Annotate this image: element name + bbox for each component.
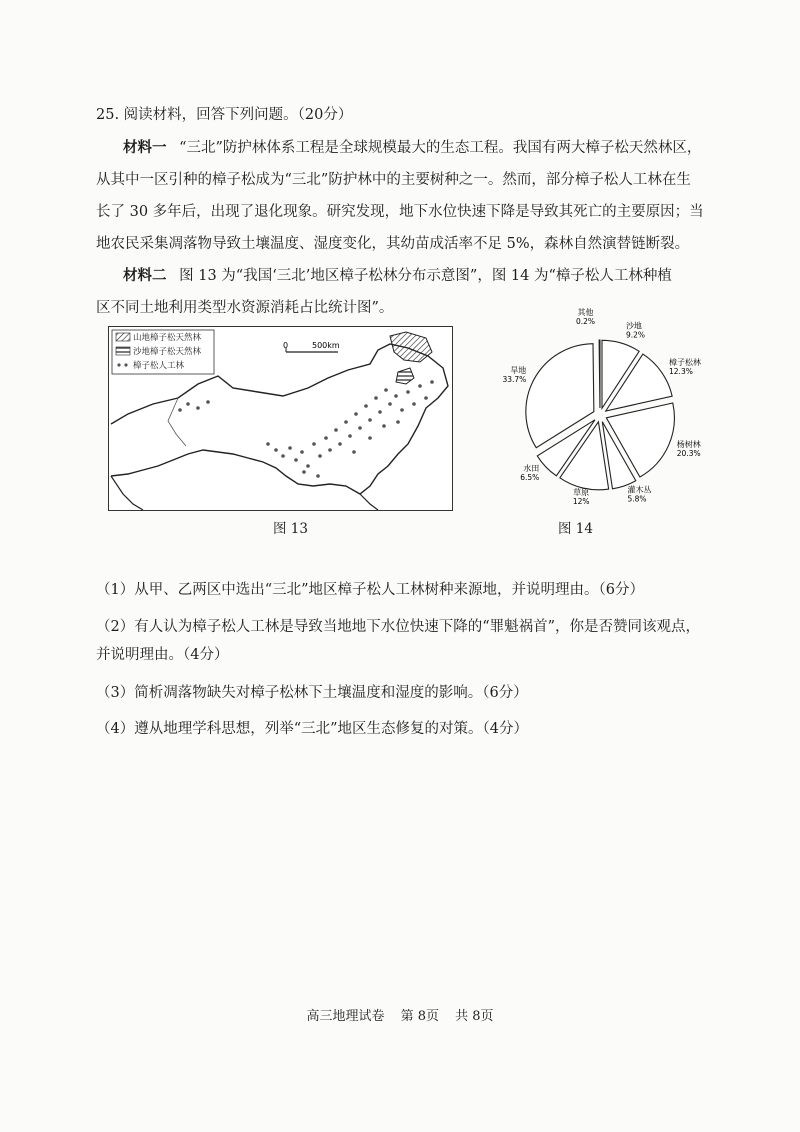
pie-label-5: 水田 bbox=[523, 464, 540, 474]
footer-exam-name: 高三地理试卷 bbox=[306, 1009, 385, 1024]
question-2-line2: 并说明理由。（4分） bbox=[96, 647, 229, 663]
figure14-caption: 图 14 bbox=[558, 521, 593, 537]
material2-label: 材料二 bbox=[123, 268, 167, 284]
legend-swatch-mountain bbox=[116, 333, 130, 341]
legend-swatch-sandy bbox=[116, 347, 130, 355]
question-1: （1）从甲、乙两区中选出“三北”地区樟子松人工林树种来源地，并说明理由。（6分） bbox=[96, 582, 645, 598]
pie-value-0: 9.2% bbox=[625, 330, 646, 340]
pie-chart-svg bbox=[502, 308, 702, 506]
footer-page-number: 第 8页 bbox=[400, 1009, 439, 1024]
material1-label: 材料一 bbox=[123, 140, 167, 156]
pie-label-2: 杨树林 bbox=[676, 440, 701, 450]
material1-line3: 长了 30 多年后，出现了退化现象。研究发现，地下水位快速下降是导致其死亡的主要原因；当 bbox=[96, 204, 704, 220]
legend-label-plantation: 樟子松人工林 bbox=[133, 361, 185, 371]
material1-line4: 地农民采集凋落物导致土壤温度、湿度变化，其幼苗成活率不足 5%，森林自然演替链断裂。 bbox=[96, 236, 690, 252]
pie-label-1: 樟子松林 bbox=[669, 358, 702, 368]
material1-line2: 从其中一区引种的樟子松成为“三北”防护林中的主要树种之一。然而，部分樟子松人工林在生 bbox=[96, 172, 691, 188]
legend-label-mountain: 山地樟子松天然林 bbox=[133, 333, 202, 343]
legend-label-sandy: 沙地樟子松天然林 bbox=[133, 347, 202, 357]
question-2-line1: （2）有人认为樟子松人工林是导致当地地下水位快速下降的“罪魁祸首”，你是否赞同该观点， bbox=[96, 619, 701, 635]
scale-zero-label: 0 bbox=[283, 341, 289, 350]
material2-line2: 区不同土地利用类型水资源消耗占比统计图”。 bbox=[96, 300, 394, 316]
figure13-map bbox=[108, 326, 453, 511]
material2-text1: 图 13 为“我国‘三北’地区樟子松林分布示意图”，图 14 为“樟子松人工林种植 bbox=[179, 268, 672, 284]
pie-value-1: 12.3% bbox=[669, 367, 693, 377]
scale-distance-label: 500km bbox=[312, 341, 340, 350]
pie-label-3: 灌木丛 bbox=[627, 485, 652, 495]
pie-value-5: 6.5% bbox=[520, 473, 540, 483]
pie-label-6: 旱地 bbox=[510, 365, 527, 375]
pie-value-4: 12% bbox=[572, 496, 590, 506]
legend-dot-2 bbox=[124, 363, 127, 366]
material2-line1 bbox=[123, 264, 672, 285]
footer-page-total: 共 8页 bbox=[455, 1009, 494, 1024]
pie-value-3: 5.8% bbox=[627, 494, 647, 504]
legend-dot-1 bbox=[117, 363, 120, 366]
figure13-caption: 图 13 bbox=[273, 521, 308, 537]
question-4: （4）遵从地理学科思想，列举“三北”地区生态修复的对策。（4分） bbox=[96, 721, 529, 737]
pie-slice-7 bbox=[599, 340, 600, 408]
material1-line1 bbox=[123, 136, 701, 157]
pie-label-0: 沙地 bbox=[625, 321, 642, 331]
pie-value-7: 0.2% bbox=[575, 317, 596, 327]
question-header: 25. 阅读材料，回答下列问题。（20分） bbox=[96, 107, 353, 123]
map-svg bbox=[108, 326, 453, 511]
material1-text1: “三北”防护林体系工程是全球规模最大的生态工程。我国有两大樟子松天然林区， bbox=[179, 140, 702, 156]
pie-label-7: 其他 bbox=[577, 308, 594, 318]
pie-label-4: 草原 bbox=[573, 487, 590, 497]
question-3: （3）简析凋落物缺失对樟子松林下土壤温度和湿度的影响。（6分） bbox=[96, 685, 528, 701]
figure14-chart bbox=[502, 308, 702, 506]
page-footer bbox=[0, 1005, 800, 1024]
pie-value-2: 20.3% bbox=[676, 449, 701, 459]
pie-value-6: 33.7% bbox=[502, 374, 527, 384]
